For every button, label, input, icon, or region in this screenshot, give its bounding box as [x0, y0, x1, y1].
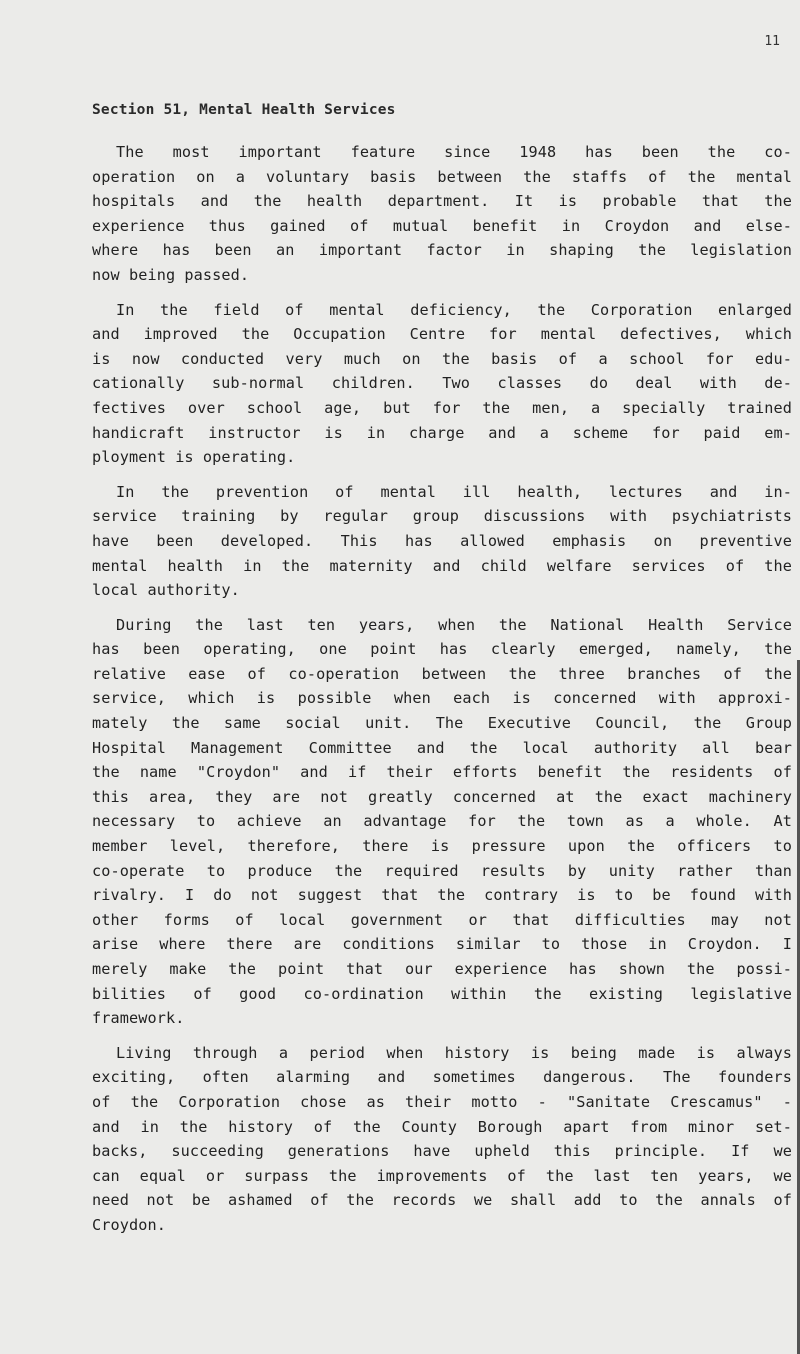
text-line: local authority. [92, 581, 240, 600]
text-line: hospitals and the health department. It is probable that the [92, 192, 792, 211]
text-line: ployment is operating. [92, 448, 296, 467]
text-line: service, which is possible when each is concerned with approxi- [92, 689, 792, 708]
text-line: Croydon. [92, 1215, 166, 1234]
text-line: bilities of good co-ordination within the existing legislative [92, 984, 792, 1003]
text-line: mental health in the maternity and child welfare services of the [92, 556, 792, 575]
text-line: In the field of mental deficiency, the Corporation enlarged [116, 300, 792, 319]
text-line: member level, therefore, there is pressure upon the officers to [92, 837, 792, 856]
text-line: of the Corporation chose as their motto - "Sanitate Crescamus" - [92, 1092, 792, 1111]
body-text [92, 140, 792, 1248]
text-line: is now conducted very much on the basis of a school for edu- [92, 349, 792, 368]
text-line: The most important feature since 1948 has been the co- [116, 143, 792, 161]
paragraph-2 [92, 298, 792, 470]
text-line: and improved the Occupation Centre for mental defectives, which [92, 325, 792, 344]
text-line: now being passed. [92, 265, 250, 284]
text-line: and in the history of the County Borough apart from minor set- [92, 1117, 792, 1136]
paragraph-3 [92, 480, 792, 603]
text-line: During the last ten years, when the National Health Service [116, 615, 792, 634]
text-line: service training by regular group discussions with psychiatrists [92, 507, 792, 526]
section-heading: Section 51, Mental Health Services [92, 102, 396, 118]
text-line: Living through a period when history is being made is always [116, 1043, 792, 1062]
text-line: co-operate to produce the required results by unity rather than [92, 861, 792, 880]
text-line: has been operating, one point has clearly emerged, namely, the [92, 640, 792, 659]
text-line: relative ease of co-operation between the three branches of the [92, 664, 792, 683]
text-line: fectives over school age, but for the men, a specially trained [92, 398, 792, 417]
text-line: operation on a voluntary basis between the staffs of the mental [92, 167, 792, 186]
text-line: arise where there are conditions similar to those in Croydon. I [92, 935, 792, 954]
text-line: rivalry. I do not suggest that the contrary is to be found with [92, 886, 792, 905]
text-line: backs, succeeding generations have upheld this principle. If we [92, 1142, 792, 1161]
text-line: need not be ashamed of the records we shall add to the annals of [92, 1191, 792, 1210]
text-line: have been developed. This has allowed emphasis on preventive [92, 531, 792, 550]
text-line: the name "Croydon" and if their efforts benefit the residents of [92, 763, 792, 782]
text-line: this area, they are not greatly concerned at the exact machinery [92, 787, 792, 806]
text-line: handicraft instructor is in charge and a scheme for paid em- [92, 423, 792, 442]
text-line: merely make the point that our experience has shown the possi- [92, 960, 792, 978]
text-line: framework. [92, 1009, 185, 1028]
text-line: In the prevention of mental ill health, lectures and in- [116, 482, 792, 501]
text-line: Hospital Management Committee and the local authority all bear [92, 738, 792, 757]
page-number: 11 [764, 34, 780, 49]
text-line: where has been an important factor in shaping the legislation [92, 241, 792, 260]
paragraph-4 [92, 613, 792, 1031]
text-line: can equal or surpass the improvements of the last ten years, we [92, 1166, 792, 1185]
text-line: experience thus gained of mutual benefit in Croydon and else- [92, 216, 792, 235]
paragraph-5 [92, 1041, 792, 1238]
text-line: other forms of local government or that difficulties may not [92, 910, 792, 929]
text-line: necessary to achieve an advantage for the town as a whole. At [92, 812, 792, 831]
paragraph-1 [92, 140, 792, 288]
text-line: mately the same social unit. The Executive Council, the Group [92, 714, 792, 733]
text-line: exciting, often alarming and sometimes dangerous. The founders [92, 1068, 792, 1087]
text-line: cationally sub-normal children. Two classes do deal with de- [92, 374, 792, 393]
